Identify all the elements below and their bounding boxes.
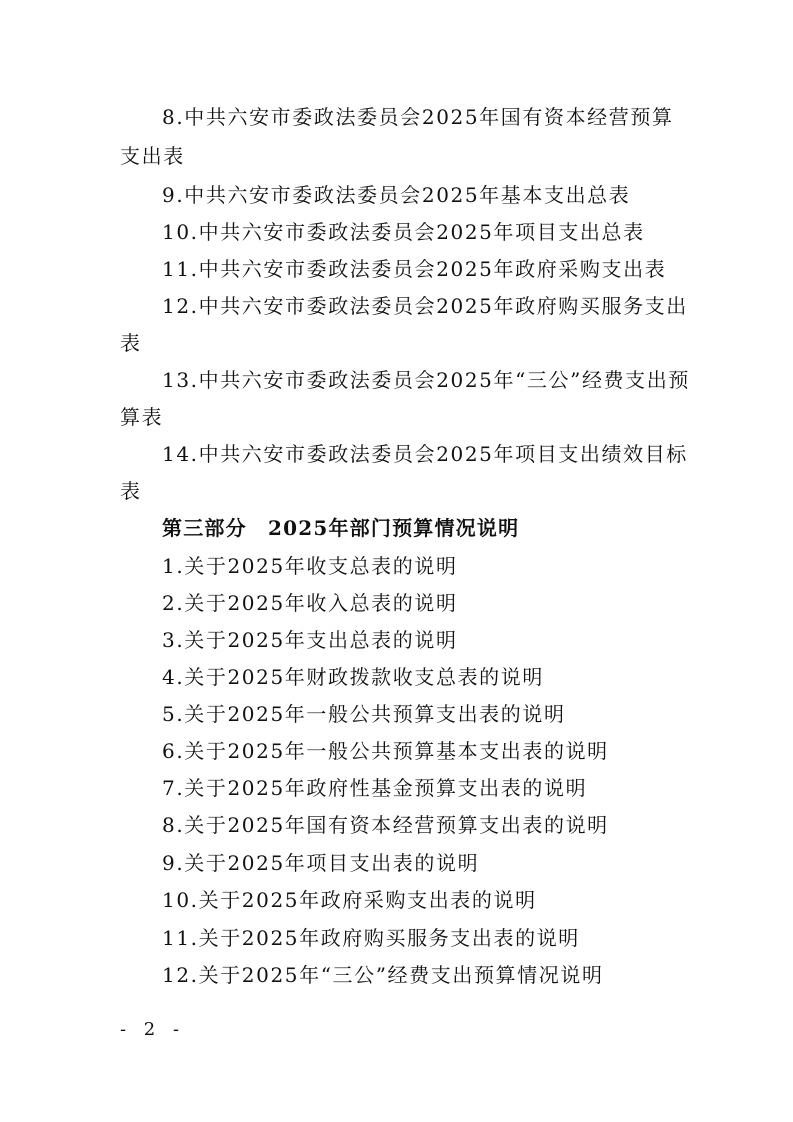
list-item: 3.关于2025年支出总表的说明	[162, 628, 458, 652]
list-item-continuation: 支出表	[120, 144, 185, 168]
list-item-continuation: 表	[120, 331, 142, 355]
list-item: 8.关于2025年国有资本经营预算支出表的说明	[162, 813, 609, 837]
list-item: 11.中共六安市委政法委员会2025年政府采购支出表	[162, 257, 667, 281]
list-item-continuation: 表	[120, 479, 142, 503]
list-item: 6.关于2025年一般公共预算基本支出表的说明	[162, 739, 609, 763]
list-item: 14.中共六安市委政法委员会2025年项目支出绩效目标	[162, 442, 688, 466]
list-item: 10.中共六安市委政法委员会2025年项目支出总表	[162, 220, 645, 244]
list-item: 8.中共六安市委政法委员会2025年国有资本经营预算	[162, 105, 674, 129]
list-item: 10.关于2025年政府采购支出表的说明	[162, 888, 537, 912]
list-item-continuation: 算表	[120, 405, 164, 429]
section-heading: 第三部分 2025年部门预算情况说明	[162, 516, 520, 540]
list-item: 9.关于2025年项目支出表的说明	[162, 851, 480, 875]
list-item: 12.关于2025年“三公”经费支出预算情况说明	[162, 963, 604, 987]
list-item: 9.中共六安市委政法委员会2025年基本支出总表	[162, 183, 631, 207]
list-item: 13.中共六安市委政法委员会2025年“三公”经费支出预	[162, 368, 690, 392]
list-item: 7.关于2025年政府性基金预算支出表的说明	[162, 776, 588, 800]
list-item: 2.关于2025年收入总表的说明	[162, 591, 458, 615]
list-item: 5.关于2025年一般公共预算支出表的说明	[162, 702, 566, 726]
list-item: 11.关于2025年政府购买服务支出表的说明	[162, 926, 580, 950]
list-item: 1.关于2025年收支总表的说明	[162, 554, 458, 578]
list-item: 12.中共六安市委政法委员会2025年政府购买服务支出	[162, 294, 688, 318]
list-item: 4.关于2025年财政拨款收支总表的说明	[162, 665, 544, 689]
page-number: - 2 -	[120, 1019, 186, 1040]
